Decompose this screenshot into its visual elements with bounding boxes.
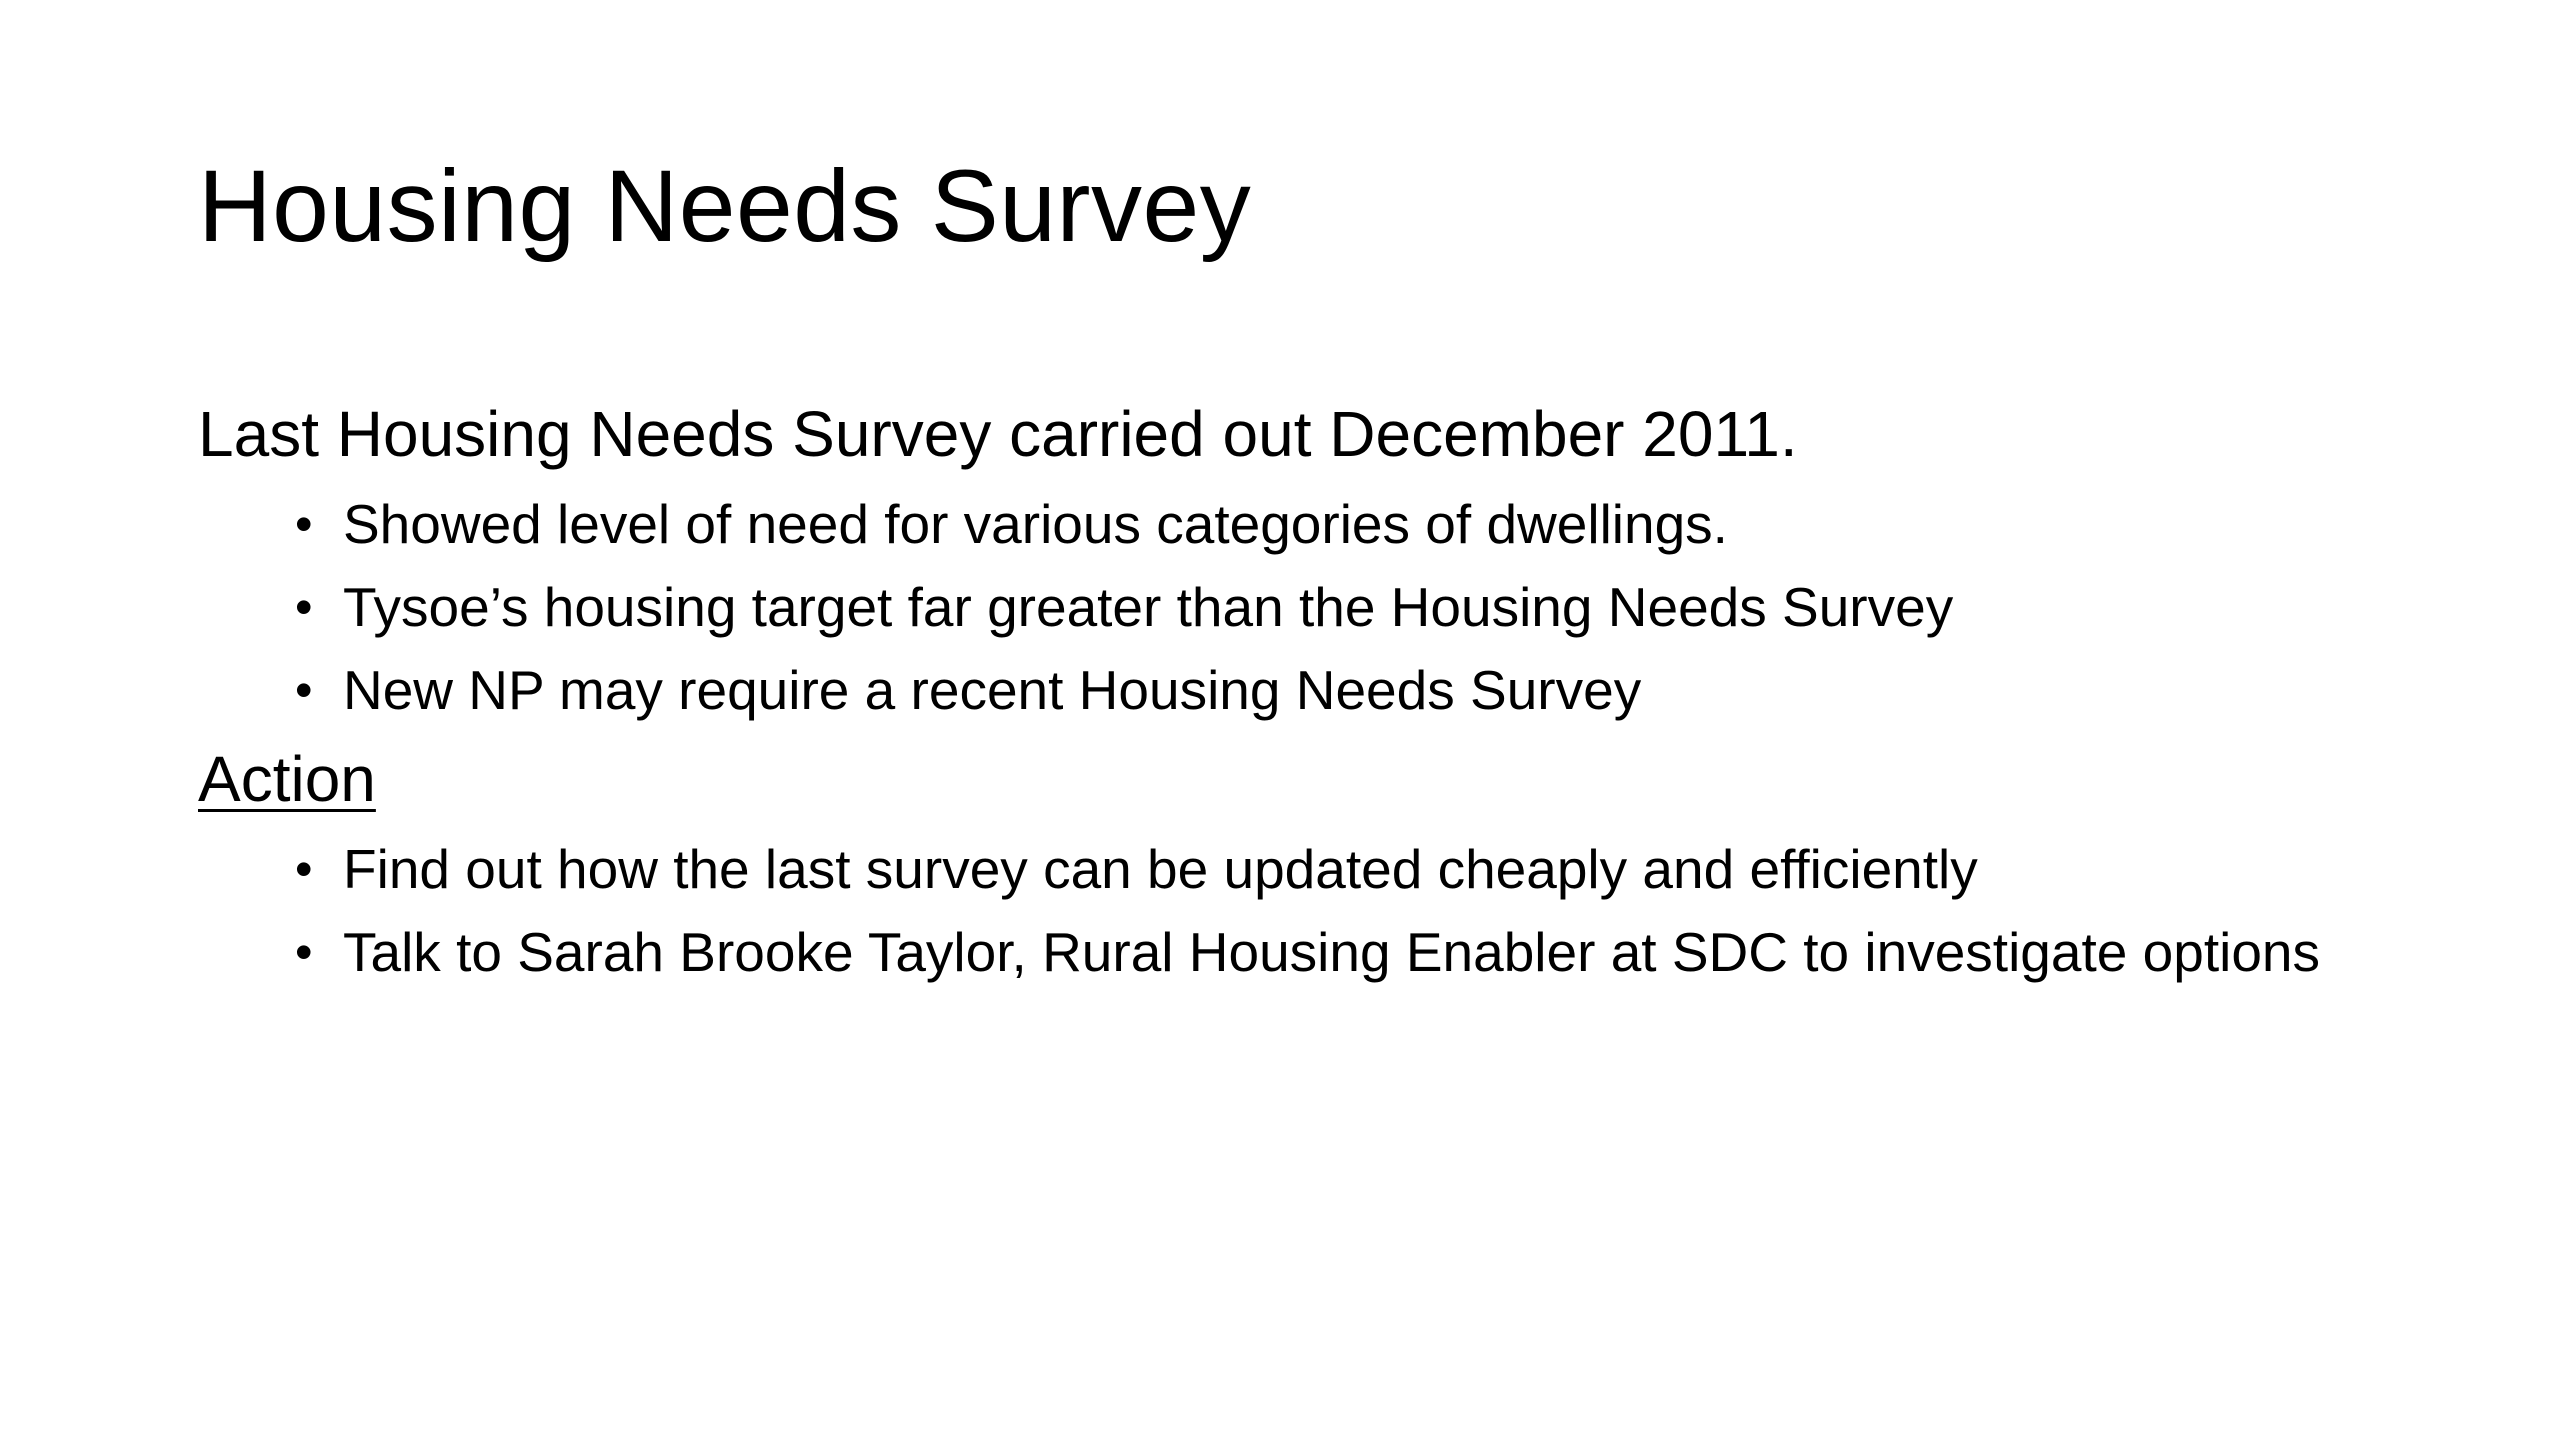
bullet-text: New NP may require a recent Housing Needs Survey <box>343 659 1642 721</box>
bullet-icon: • <box>295 579 313 635</box>
bullet-text: Talk to Sarah Brooke Taylor, Rural Housing Enabler at SDC to investigate options <box>343 921 2320 983</box>
list-item <box>198 917 2448 987</box>
action-bullet-list <box>198 834 2448 987</box>
bullet-icon: • <box>295 841 313 897</box>
list-item <box>198 489 2448 559</box>
list-item <box>198 572 2448 642</box>
bullet-icon: • <box>295 496 313 552</box>
intro-paragraph: Last Housing Needs Survey carried out December 2011. <box>198 398 1798 470</box>
bullet-text: Find out how the last survey can be updated cheaply and efficiently <box>343 838 1978 900</box>
bullet-text: Tysoe’s housing target far greater than the Housing Needs Survey <box>343 576 1954 638</box>
slide-title: Housing Needs Survey <box>198 149 1252 263</box>
slide-body <box>198 392 2448 987</box>
list-item <box>198 834 2448 904</box>
bullet-icon: • <box>295 662 313 718</box>
bullet-text: Showed level of need for various categories of dwellings. <box>343 493 1728 555</box>
action-heading: Action <box>198 743 376 815</box>
intro-bullet-list <box>198 489 2448 725</box>
list-item <box>198 655 2448 725</box>
bullet-icon: • <box>295 924 313 980</box>
